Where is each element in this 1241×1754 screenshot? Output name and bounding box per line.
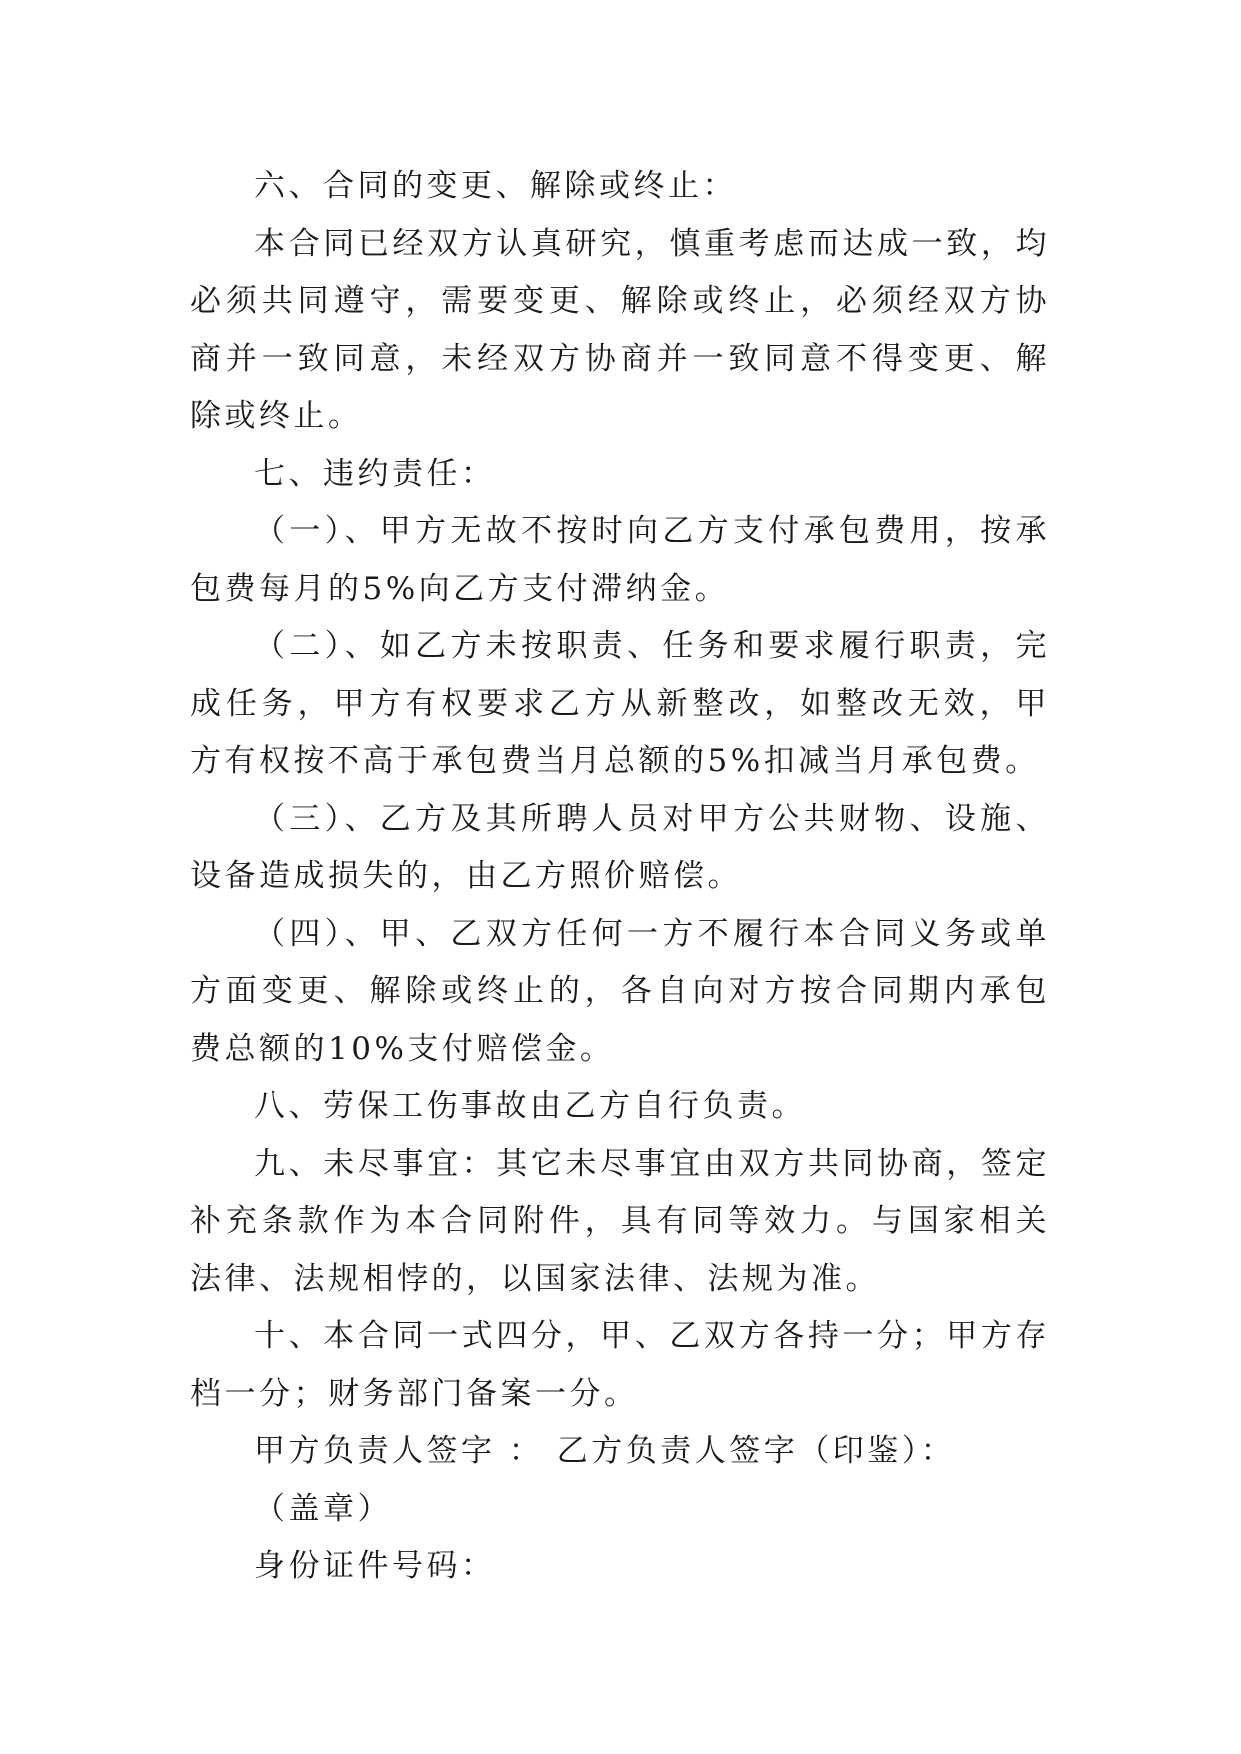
section-10: 十、本合同一式四分，甲、乙双方各持一分；甲方存档一分；财务部门备案一分。 [190, 1318, 1050, 1412]
section-8: 八、劳保工伤事故由乙方自行负责。 [254, 1088, 806, 1124]
signature-line: 甲方负责人签字 ： 乙方负责人签字（印鉴）： [254, 1433, 956, 1469]
section-6-body: 本合同已经双方认真研究，慎重考虑而达成一致，均必须共同遵守，需要变更、解除或终止，必须经双方协商并一致同意，未经双方协商并一致同意不得变更、解除或终止。 [190, 225, 1050, 434]
document-body [190, 158, 1050, 1596]
id-number-line: 身份证件号码： [254, 1548, 496, 1584]
section-7-item-4: （四）、甲、乙双方任何一方不履行本合同义务或单方面变更、解除或终止的，各自向对方按合同期内承包费总额的10%支付赔偿金。 [190, 915, 1050, 1067]
section-7-item-2: （二）、如乙方未按职责、任务和要求履行职责，完成任务，甲方有权要求乙方从新整改，如整改无效，甲方有权按不高于承包费当月总额的5%扣减当月承包费。 [190, 628, 1050, 779]
section-7-heading: 七、违约责任： [254, 455, 496, 492]
seal-line: （盖章） [254, 1490, 392, 1527]
section-7-item-1: （一）、甲方无故不按时向乙方支付承包费用，按承包费每月的5%向乙方支付滞纳金。 [190, 513, 1050, 607]
section-9: 九、未尽事宜：其它未尽事宜由双方共同协商，签定补充条款作为本合同附件，具有同等效力。与国家相关法律、法规相悖的，以国家法律、法规为准。 [190, 1145, 1050, 1297]
section-7-item-3: （三）、乙方及其所聘人员对甲方公共财物、设施、设备造成损失的，由乙方照价赔偿。 [190, 800, 1050, 894]
section-6-heading: 六、合同的变更、解除或终止： [254, 168, 737, 204]
